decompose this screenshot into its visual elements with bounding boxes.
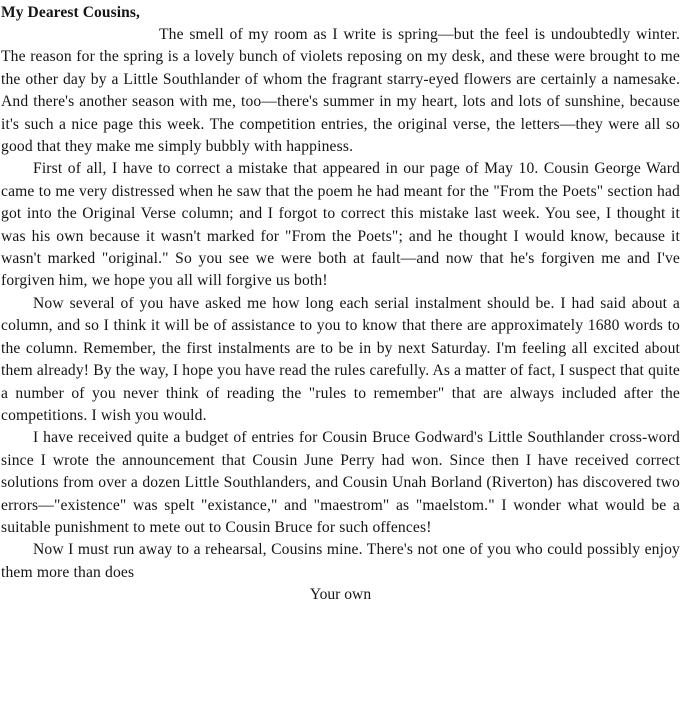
paragraph-1: The smell of my room as I write is spring—but the feel is undoubtedly winter. The reason for the spring is a lovely bunch of violets reposing on my desk, and these were brought to me the other day by a Little Southlander of whom the fragrant starry-eyed flowers are certainly a namesake. And there's another season with me, too—there's summer in my heart, lots and lots of sunshine, because it's such a nice page this week. The competition entries, the original verse, the letters—they were all so good that they make me simply bubbly with happiness.: [1, 26, 680, 156]
paragraph-4: I have received quite a budget of entries for Cousin Bruce Godward's Little Southlander cross-word since I wrote the announcement that Cousin June Perry had won. Since then I have received correct solutions from over a dozen Little Southlanders, and Cousin Unah Borland (Riverton) has discovered two errors—"existence" was spelt "existance," and "maestrom" as "maelstom." I wonder what would be a suitable punishment to mete out to Cousin Bruce for such offences!: [1, 429, 680, 536]
salutation: My Dearest Cousins,: [1, 4, 140, 21]
paragraph-3: Now several of you have asked me how long each serial instalment should be. I had said about a column, and so I think it will be of assistance to you to know that there are approximately 1680 words to the column. Remember, the first instalments are to be in by next Saturday. I'm feeling all excited about them already! By the way, I hope you have read the rules carefully. As a matter of fact, I suspect that quite a number of you never think of reading the "rules to remember" that are always included after the competitions. I wish you would.: [1, 294, 680, 424]
signoff: Your own: [309, 586, 372, 604]
paragraph-2: First of all, I have to correct a mistake that appeared in our page of May 10. Cousin George Ward came to me very distressed when he saw that the poem he had meant for the "From the Poets" section had got into the Original Verse column; and I forgot to correct this mistake last week. You see, I thought it was his own because it wasn't marked for "From the Poets"; and he thought I would know, because it wasn't marked "original." So you see we were both at fault—and now that he's forgiven me and I've forgiven him, we hope you all will forgive us both!: [1, 160, 680, 290]
paragraph-5: Now I must run away to a rehearsal, Cousins mine. There's not one of you who could possibly enjoy them more than does: [1, 541, 680, 581]
